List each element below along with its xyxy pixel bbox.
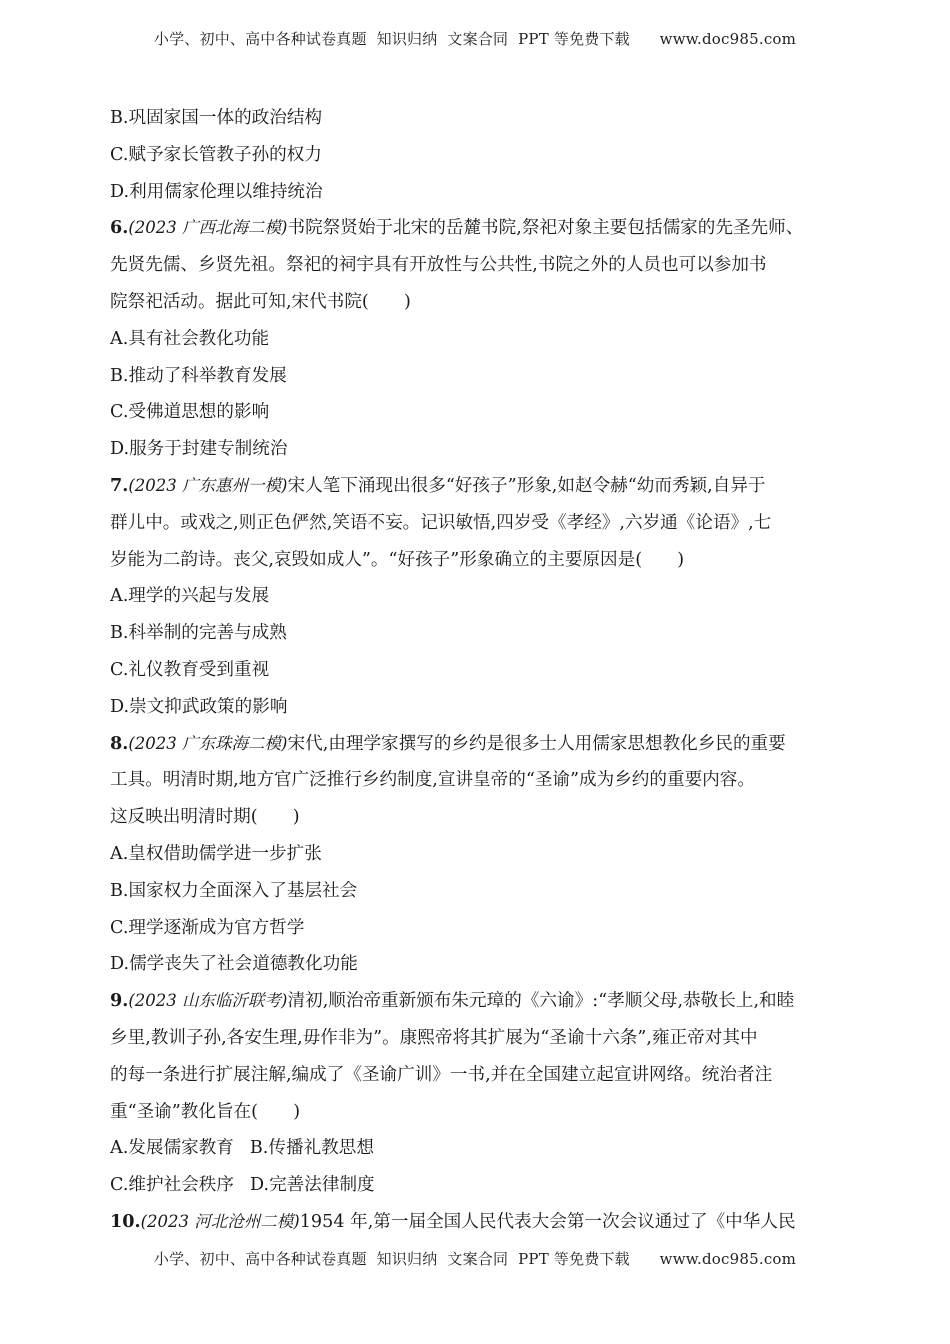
q7-stem-line-2: 群儿中。或戏之,则正色俨然,笑语不妄。记识敏悟,四岁受《孝经》,六岁通《论语》,七 bbox=[110, 512, 772, 533]
q9-stem-line-3: 的每一条进行扩展注解,编成了《圣谕广训》一书,并在全国建立起宣讲网络。统治者注 bbox=[110, 1064, 773, 1085]
q5-option-d: D.利用儒家伦理以维持统治 bbox=[110, 181, 323, 202]
q6-number: 6. bbox=[110, 217, 129, 239]
q7-number: 7. bbox=[110, 474, 129, 496]
q8-number: 8. bbox=[110, 732, 129, 754]
q6-stem-line-1 bbox=[110, 210, 846, 247]
q8-option-b: B.国家权力全面深入了基层社会 bbox=[110, 880, 358, 901]
q9-stem-line-4: 重“圣谕”教化旨在( ) bbox=[110, 1101, 301, 1122]
q6-stem-line-3: 院祭祀活动。据此可知,宋代书院( ) bbox=[110, 291, 411, 312]
q7-option-c: C.礼仪教育受到重视 bbox=[110, 659, 270, 680]
page-header: 小学、初中、高中各种试卷真题 知识归纳 文案合同 PPT 等免费下载 www.doc985.com bbox=[153, 30, 797, 48]
q6-source: (2023 广西北海二模) bbox=[128, 218, 288, 238]
q7-source: (2023 广东惠州一模) bbox=[128, 475, 288, 495]
q7-stem-line-3: 岁能为二韵诗。丧父,哀毁如成人”。“好孩子”形象确立的主要原因是( ) bbox=[110, 549, 685, 570]
q7-text-1: 宋人笔下涌现出很多“好孩子”形象,如赵令赫“幼而秀颖,自异于 bbox=[287, 475, 766, 496]
q8-stem-line-2: 工具。明清时期,地方官广泛推行乡约制度,宣讲皇帝的“圣谕”成为乡约的重要内容。 bbox=[110, 770, 755, 791]
q10-number: 10. bbox=[110, 1210, 141, 1232]
q7-option-a: A.理学的兴起与发展 bbox=[110, 586, 270, 607]
q9-option-b: B.传播礼教思想 bbox=[249, 1138, 374, 1159]
document-body bbox=[110, 100, 846, 1241]
q9-number: 9. bbox=[110, 990, 129, 1012]
q6-option-b: B.推动了科举教育发展 bbox=[110, 365, 287, 386]
q10-stem-line-1 bbox=[110, 1204, 846, 1241]
q9-source: (2023 山东临沂联考) bbox=[128, 991, 288, 1011]
q9-option-d: D.完善法律制度 bbox=[250, 1175, 375, 1196]
q9-option-a: A.发展儒家教育 bbox=[110, 1138, 234, 1159]
q6-option-c: C.受佛道思想的影响 bbox=[110, 402, 270, 423]
q5-option-c: C.赋予家长管教子孙的权力 bbox=[110, 144, 322, 165]
q8-option-a: A.皇权借助儒学进一步扩张 bbox=[110, 843, 322, 864]
q8-stem-line-1 bbox=[110, 726, 846, 763]
q6-option-d: D.服务于封建专制统治 bbox=[110, 439, 288, 460]
q8-option-d: D.儒学丧失了社会道德教化功能 bbox=[110, 954, 358, 975]
q8-text-1: 宋代,由理学家撰写的乡约是很多士人用儒家思想教化乡民的重要 bbox=[287, 733, 786, 754]
q6-text-1: 书院祭贤始于北宋的岳麓书院,祭祀对象主要包括儒家的先圣先师、 bbox=[287, 218, 804, 239]
page-footer: 小学、初中、高中各种试卷真题 知识归纳 文案合同 PPT 等免费下载 www.doc985.com bbox=[153, 1250, 797, 1268]
q8-source: (2023 广东珠海二模) bbox=[128, 733, 288, 753]
q8-stem-line-3: 这反映出明清时期( ) bbox=[110, 807, 300, 828]
q7-stem-line-1 bbox=[110, 468, 846, 505]
q6-stem-line-2: 先贤先儒、乡贤先祖。祭祀的祠宇具有开放性与公共性,书院之外的人员也可以参加书 bbox=[110, 255, 767, 276]
q9-options-row-1 bbox=[110, 1130, 846, 1167]
q7-option-b: B.科举制的完善与成熟 bbox=[110, 623, 287, 644]
q9-stem-line-2: 乡里,教训子孙,各安生理,毋作非为”。康熙帝将其扩展为“圣谕十六条”,雍正帝对其中 bbox=[110, 1027, 758, 1048]
q6-option-a: A.具有社会教化功能 bbox=[110, 328, 270, 349]
q10-text-1: 1954 年,第一届全国人民代表大会第一次会议通过了《中华人民 bbox=[299, 1211, 796, 1232]
q9-options-row-2 bbox=[110, 1167, 846, 1204]
q9-stem-line-1 bbox=[110, 983, 846, 1020]
q10-source: (2023 河北沧州二模) bbox=[140, 1211, 300, 1231]
q9-text-1: 清初,顺治帝重新颁布朱元璋的《六谕》:“孝顺父母,恭敬长上,和睦 bbox=[287, 991, 795, 1012]
q9-option-c: C.维护社会秩序 bbox=[110, 1175, 234, 1196]
q8-option-c: C.理学逐渐成为官方哲学 bbox=[110, 917, 305, 938]
q5-option-b: B.巩固家国一体的政治结构 bbox=[110, 108, 323, 128]
q7-option-d: D.崇文抑武政策的影响 bbox=[110, 696, 288, 717]
